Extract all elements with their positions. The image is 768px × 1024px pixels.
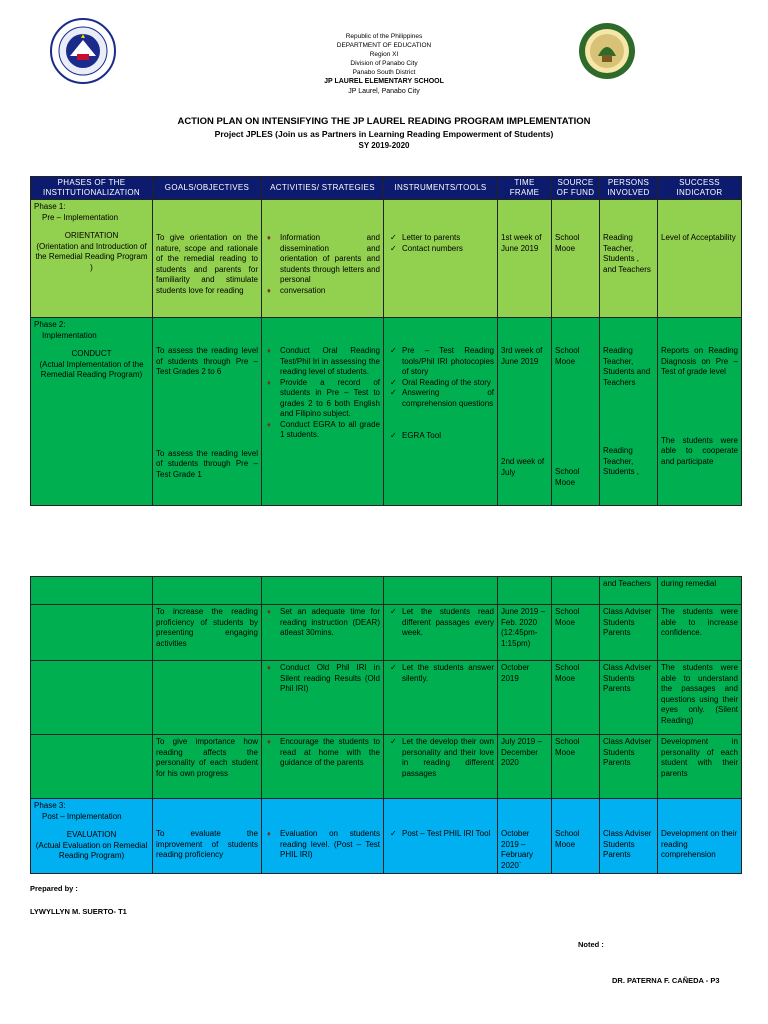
bullet-icon: ♦ <box>267 663 271 672</box>
phase2-goal-a: To assess the reading level of students through Pre – Test Grades 2 to 6 <box>156 346 258 376</box>
phase1-activities <box>262 200 384 318</box>
check-icon: ✓ <box>390 243 397 253</box>
phase2-name: CONDUCT <box>71 349 112 358</box>
col-header-goals: GOALS/OBJECTIVES <box>153 177 262 200</box>
list-item: ✓ Oral Reading of the story <box>390 377 491 387</box>
bullet-icon: ♦ <box>267 285 271 295</box>
check-icon: ✓ <box>390 431 397 440</box>
bullet-icon: ♦ <box>267 419 271 429</box>
row3-activity <box>262 735 384 799</box>
check-icon: ✓ <box>390 233 397 242</box>
check-icon: ✓ <box>390 346 397 355</box>
phase2-sub: Implementation <box>42 330 97 340</box>
document-titles <box>0 115 768 151</box>
phase3-tool <box>384 799 498 874</box>
phase2-tools <box>384 318 498 506</box>
phase2-cell <box>31 318 153 506</box>
list-item: ✓ Letter to parents <box>390 233 461 242</box>
table-header-row <box>31 177 742 200</box>
phase2-time-a: 3rd week of June 2019 <box>501 346 543 366</box>
school-name: JP LAUREL ELEMENTARY SCHOOL <box>324 78 444 85</box>
document-title: ACTION PLAN ON INTENSIFYING THE JP LAUREL READING PROGRAM IMPLEMENTATION <box>177 116 591 127</box>
list-item: ✓ Contact numbers <box>390 243 463 253</box>
phase3-sub: Post – Implementation <box>42 811 122 821</box>
table-row-phase3 <box>31 799 742 874</box>
phase2-fund-a: School Mooe <box>555 346 580 366</box>
bullet-icon: ♦ <box>267 346 271 355</box>
row2-fund: School Mooe <box>552 661 600 735</box>
col-header-success-indicator: SUCCESS INDICATOR <box>658 177 742 200</box>
phase2-fund-b: School Mooe <box>555 467 580 487</box>
phase2-activities <box>262 318 384 506</box>
phase1-name: ORIENTATION <box>64 231 119 240</box>
row3-indicator: Development in personality of each student with their parents <box>658 735 742 799</box>
check-icon: ✓ <box>390 663 397 672</box>
table-row <box>31 605 742 661</box>
phase3-persons: Class Adviser Students Parents <box>600 799 658 874</box>
row2-goal <box>153 661 262 735</box>
phase3-desc: (Actual Evaluation on Remedial Reading Program) <box>35 840 148 860</box>
row2-activity <box>262 661 384 735</box>
check-icon: ✓ <box>390 829 397 838</box>
col-header-persons-involved: PERSONS INVOLVED <box>600 177 658 200</box>
phase1-label: Phase 1: <box>34 202 66 211</box>
phase1-indicator: Level of Acceptability <box>658 200 742 318</box>
phase1-goal: To give orientation on the nature, scope and rationale of the remedial reading to students and parents for familiarity and stimulate students love for reading <box>153 200 262 318</box>
table-row <box>31 735 742 799</box>
list-item: ✓ EGRA Tool <box>390 431 441 440</box>
phase3-activity <box>262 799 384 874</box>
check-icon: ✓ <box>390 737 397 746</box>
list-item: ♦ Conduct EGRA to all grade 1 students. <box>267 419 380 439</box>
phase2-time <box>498 318 552 506</box>
row1-persons: Class Adviser Students Parents <box>600 605 658 661</box>
project-title: Project JPLES (Join us as Partners in Learning Reading Empowerment of Students) <box>214 129 554 139</box>
phase1-persons: Reading Teacher, Students , and Teachers <box>600 200 658 318</box>
list-item: ✓ Let the students read different passages every week. <box>390 607 494 637</box>
school-year: SY 2019-2020 <box>358 141 410 150</box>
check-icon: ✓ <box>390 377 397 387</box>
prepared-by-name: LYWYLLYN M. SUERTO- T1 <box>30 907 127 916</box>
row2-indicator: The students were able to understand the passages and questions using their eyes only. (Silent Reading) <box>658 661 742 735</box>
phase2-label: Phase 2: <box>34 320 66 329</box>
phase2-desc: (Actual Implementation of the Remedial Reading Program) <box>39 359 144 379</box>
continued-persons: and Teachers <box>600 577 658 605</box>
phase1-time: 1st week of June 2019 <box>498 200 552 318</box>
phase2-indicator <box>658 318 742 506</box>
list-item: ✓ Answering of comprehension questions <box>390 388 494 408</box>
phase1-cell <box>31 200 153 318</box>
list-item: ♦ Conduct Oral Reading Test/Phil Iri in assessing the reading level of students. <box>267 346 380 376</box>
list-item: ✓ Pre – Test Reading tools/Phil IRI photocopies of story <box>390 346 494 376</box>
school-address: JP Laurel, Panabo City <box>348 88 420 95</box>
phase3-name: EVALUATION <box>66 830 117 839</box>
phase1-sub: Pre – Implementation <box>42 212 119 222</box>
table-row-phase1 <box>31 200 742 318</box>
list-item: ♦ Information and dissemination and orientation of parents and students through letters and personal <box>267 233 380 284</box>
list-item: ♦ conversation <box>267 285 326 295</box>
bullet-icon: ♦ <box>267 607 271 616</box>
row1-fund: School Mooe <box>552 605 600 661</box>
col-header-phases: PHASES OF THE INSTITUTIONALIZATION <box>31 177 153 200</box>
row1-indicator: The students were able to increase confidence. <box>658 605 742 661</box>
action-plan-table <box>30 176 742 506</box>
bullet-icon: ♦ <box>267 737 271 746</box>
letterhead-region: Region XI <box>369 51 399 58</box>
col-header-time-frame: TIME FRAME <box>498 177 552 200</box>
row3-goal: To give importance how reading affects the personality of each student for his own progress <box>153 735 262 799</box>
table-row-phase2 <box>31 318 742 506</box>
phase2-persons-a: Reading Teacher, Students and Teachers <box>603 346 651 387</box>
row2-time: October 2019 <box>498 661 552 735</box>
row1-time: June 2019 – Feb. 2020 (12:45pm-1:15pm) <box>498 605 552 661</box>
phase2-persons <box>600 318 658 506</box>
bullet-icon: ♦ <box>267 377 271 387</box>
phase3-label: Phase 3: <box>34 801 66 810</box>
list-item: ✓ Let the students answer silently. <box>390 663 494 683</box>
list-item: ♦ Set an adequate time for reading instruction (DEAR) atleast 30mins. <box>267 607 380 637</box>
letterhead-republic: Republic of the Philippines <box>345 33 423 40</box>
prepared-by-label: Prepared by : <box>30 884 78 893</box>
letterhead-department: DEPARTMENT OF EDUCATION <box>336 42 432 49</box>
phase2-goal-b: To assess the reading level of students through Pre – Test Grade 1 <box>156 448 258 479</box>
noted-label: Noted : <box>578 940 604 949</box>
row1-tool <box>384 605 498 661</box>
letterhead-division: Division of Panabo City <box>350 60 418 67</box>
phase3-time: October 2019 – February 2020` <box>498 799 552 874</box>
phase1-desc: (Orientation and Introduction of the Remedial Reading Program ) <box>35 241 148 272</box>
list-item: ✓ Post – Test PHIL IRI Tool <box>390 829 491 838</box>
phase2-fund <box>552 318 600 506</box>
row2-persons: Class Adviser Students Parents <box>600 661 658 735</box>
bullet-icon: ♦ <box>267 233 271 242</box>
phase2-indicator-a: Reports on Reading Diagnosis on Pre – Test of grade level <box>661 346 738 376</box>
col-header-activities: ACTIVITIES/ STRATEGIES <box>262 177 384 200</box>
continued-indicator: during remedial <box>658 577 742 605</box>
row3-fund: School Mooe <box>552 735 600 799</box>
col-header-source-of-fund: SOURCE OF FUND <box>552 177 600 200</box>
row3-persons: Class Adviser Students Parents <box>600 735 658 799</box>
phase2-goals <box>153 318 262 506</box>
phase3-fund: School Mooe <box>552 799 600 874</box>
phase3-cell <box>31 799 153 874</box>
phase1-fund: School Mooe <box>552 200 600 318</box>
check-icon: ✓ <box>390 388 397 397</box>
table-row-continued <box>31 577 742 605</box>
list-item: ♦ Provide a record of students in Pre – Test to grades 2 to 6 both English and Filipino subject. <box>267 377 380 418</box>
bullet-icon: ♦ <box>267 829 271 838</box>
letterhead-district: Panabo South District <box>352 69 416 76</box>
row1-goal: To increase the reading proficiency of students by presenting engaging activities <box>153 605 262 661</box>
row2-tool <box>384 661 498 735</box>
list-item: ♦ Conduct Old Phil IRI in Silent reading Results (Old Phil IRI) <box>267 663 380 693</box>
phase3-indicator: Development on their reading comprehension <box>658 799 742 874</box>
row3-tool <box>384 735 498 799</box>
letterhead <box>0 32 768 97</box>
row1-activity <box>262 605 384 661</box>
check-icon: ✓ <box>390 607 397 616</box>
phase2-indicator-b: The students were able to cooperate and participate <box>661 435 738 466</box>
phase1-tools <box>384 200 498 318</box>
phase3-goal: To evaluate the improvement of students reading proficiency <box>153 799 262 874</box>
list-item: ♦ Evaluation on students reading level. (Post – Test PHIL IRI) <box>267 829 380 859</box>
list-item: ♦ Encourage the students to read at home with the guidance of the parents <box>267 737 380 767</box>
row3-time: July 2019 – December 2020 <box>498 735 552 799</box>
list-item: ✓ Let the develop their own personality and their love in reading different passages <box>390 737 494 778</box>
noted-by-name: DR. PATERNA F. CAÑEDA - P3 <box>612 976 720 985</box>
table-row <box>31 661 742 735</box>
phase2-time-b: 2nd week of July <box>501 457 545 477</box>
phase2-persons-b: Reading Teacher, Students , <box>603 446 640 476</box>
action-plan-table-continued <box>30 576 742 874</box>
col-header-instruments: INSTRUMENTS/TOOLS <box>384 177 498 200</box>
